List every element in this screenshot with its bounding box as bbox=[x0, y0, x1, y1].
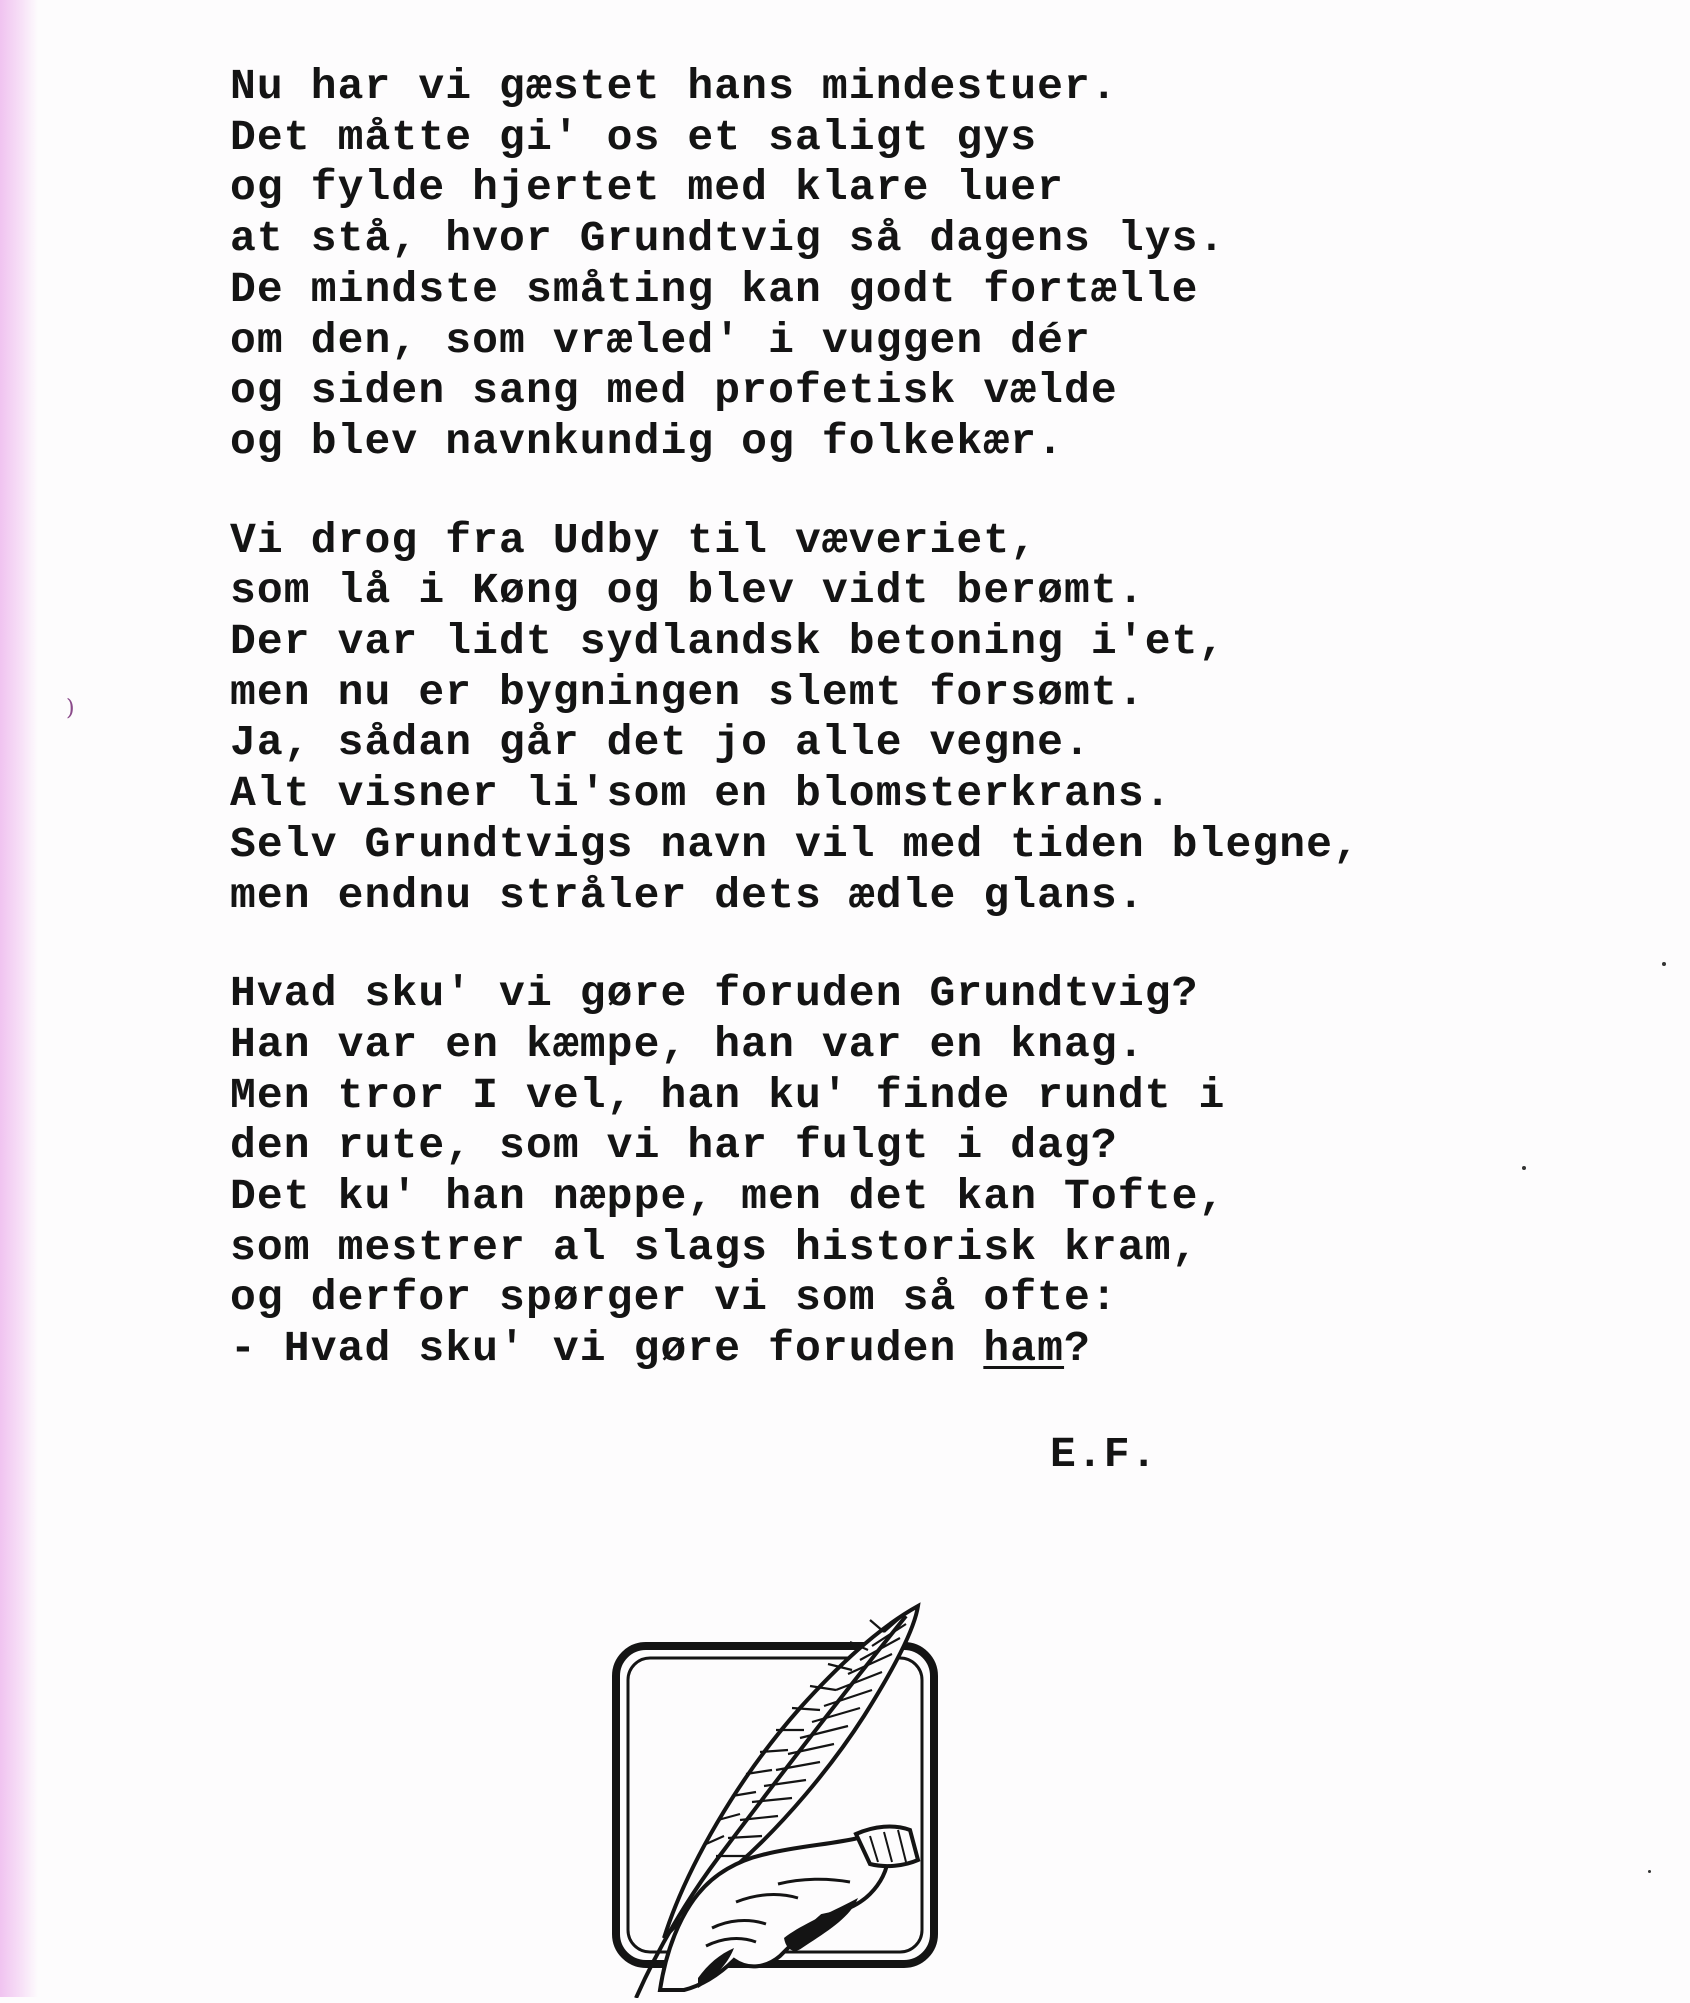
paper-speck bbox=[1522, 1166, 1526, 1170]
paper-speck bbox=[1648, 1870, 1651, 1873]
stanza-3 bbox=[230, 969, 1390, 1375]
poem-line: om den, som vræled' i vuggen dér bbox=[230, 315, 1091, 365]
poem-line: Det måtte gi' os et saligt gys bbox=[230, 112, 1038, 162]
poem-line: at stå, hvor Grundtvig så dagens lys. bbox=[230, 214, 1226, 264]
stanza-1 bbox=[230, 62, 1390, 468]
poem-line: som lå i Køng og blev vidt berømt. bbox=[230, 566, 1145, 616]
poem-line: Nu har vi gæstet hans mindestuer. bbox=[230, 62, 1118, 111]
poem bbox=[230, 62, 1390, 1423]
emphasized-word: ham bbox=[983, 1324, 1065, 1374]
poem-line: Hvad sku' vi gøre foruden Grundtvig? bbox=[230, 969, 1199, 1019]
poem-line: Ja, sådan går det jo alle vegne. bbox=[230, 718, 1091, 768]
signature: E.F. bbox=[1050, 1430, 1158, 1479]
poem-line: men endnu stråler dets ædle glans. bbox=[230, 870, 1145, 920]
last-line-start: - Hvad sku' vi gøre foruden bbox=[230, 1324, 984, 1374]
poem-line: og fylde hjertet med klare luer bbox=[230, 163, 1065, 213]
poem-line: og blev navnkundig og folkekær. bbox=[230, 416, 1065, 466]
paper-speck bbox=[1662, 962, 1666, 966]
poem-line: Selv Grundtvigs navn vil med tiden blegne, bbox=[230, 819, 1360, 869]
stanza-2 bbox=[230, 516, 1390, 922]
poem-line: Alt visner li'som en blomsterkrans. bbox=[230, 769, 1172, 819]
poem-line: som mestrer al slags historisk kram, bbox=[230, 1222, 1199, 1272]
poem-line: De mindste småting kan godt fortælle bbox=[230, 264, 1199, 314]
poem-line: Det ku' han næppe, men det kan Tofte, bbox=[230, 1172, 1226, 1222]
page-edge-tint bbox=[0, 0, 38, 1997]
poem-last-line bbox=[230, 1324, 1390, 1375]
poem-line: Men tror I vel, han ku' finde rundt i bbox=[230, 1070, 1226, 1120]
poem-line: Han var en kæmpe, han var en knag. bbox=[230, 1019, 1145, 1069]
last-line-end: ? bbox=[1064, 1324, 1091, 1374]
poem-line: Der var lidt sydlandsk betoning i'et, bbox=[230, 617, 1226, 667]
poem-line: og siden sang med profetisk vælde bbox=[230, 366, 1118, 416]
poem-line: men nu er bygningen slemt forsømt. bbox=[230, 667, 1145, 717]
poem-line: den rute, som vi har fulgt i dag? bbox=[230, 1121, 1118, 1171]
quill-hand-icon bbox=[588, 1598, 958, 1998]
poem-line: Vi drog fra Udby til væveriet, bbox=[230, 515, 1038, 565]
margin-mark: ) bbox=[66, 696, 75, 721]
poem-line: og derfor spørger vi som så ofte: bbox=[230, 1273, 1118, 1323]
